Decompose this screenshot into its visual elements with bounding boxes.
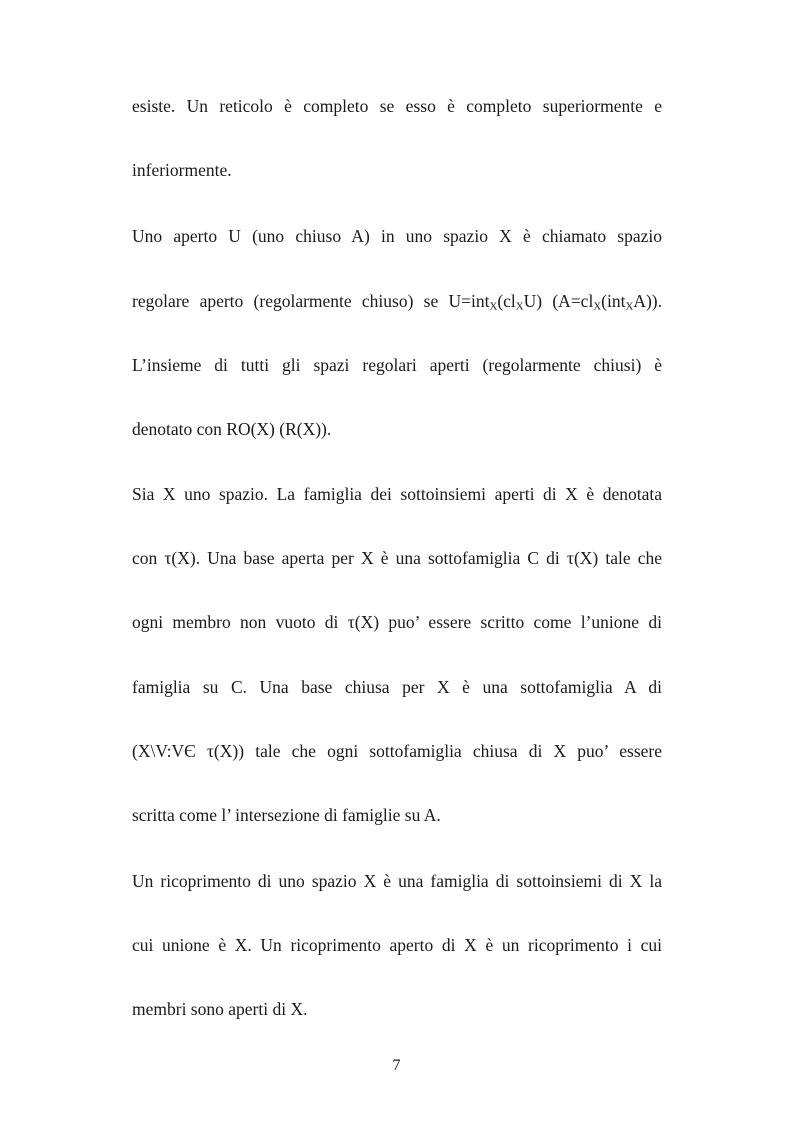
text-line-5: L’insieme di tutti gli spazi regolari aperti (regolarmente chiusi) è (132, 355, 662, 375)
text-line-4 (132, 291, 662, 311)
text-line-13: Un ricoprimento di uno spazio X è una famiglia di sottoinsiemi di X la (132, 871, 662, 891)
text-line-14: cui unione è X. Un ricoprimento aperto di X è un ricoprimento i cui (132, 935, 662, 955)
text-line-11: (X\V:VЄ τ(X)) tale che ogni sottofamiglia chiusa di X puo’ essere (132, 741, 662, 761)
page-number: 7 (392, 1057, 401, 1074)
subscript-2: X (515, 300, 524, 313)
formula-part-4: A)). (633, 291, 662, 311)
formula-part-2: U) (A=cl (523, 291, 594, 311)
formula-part-3: (int (601, 291, 626, 311)
formula-part-1: (cl (497, 291, 516, 311)
text-line-3: Uno aperto U (uno chiuso A) in uno spazio X è chiamato spazio (132, 226, 662, 246)
text-line-1: esiste. Un reticolo è completo se esso è completo superiormente e (132, 96, 662, 116)
text-line-10: famiglia su C. Una base chiusa per X è una sottofamiglia A di (132, 677, 662, 697)
text-line-6: denotato con RO(X) (R(X)). (132, 419, 332, 439)
text-line-7: Sia X uno spazio. La famiglia dei sottoinsiemi aperti di X è denotata (132, 484, 662, 504)
subscript-4: X (625, 300, 634, 313)
text-line-15: membri sono aperti di X. (132, 999, 308, 1019)
text-line-9: ogni membro non vuoto di τ(X) puo’ essere scritto come l’unione di (132, 612, 662, 632)
formula-prefix: regolare aperto (regolarmente chiuso) se U=int (132, 291, 490, 311)
subscript-3: X (593, 300, 602, 313)
text-line-8: con τ(X). Una base aperta per X è una sottofamiglia C di τ(X) tale che (132, 548, 662, 568)
subscript-1: X (489, 300, 498, 313)
text-line-2: inferiormente. (132, 160, 232, 180)
text-line-12: scritta come l’ intersezione di famiglie su A. (132, 805, 441, 825)
